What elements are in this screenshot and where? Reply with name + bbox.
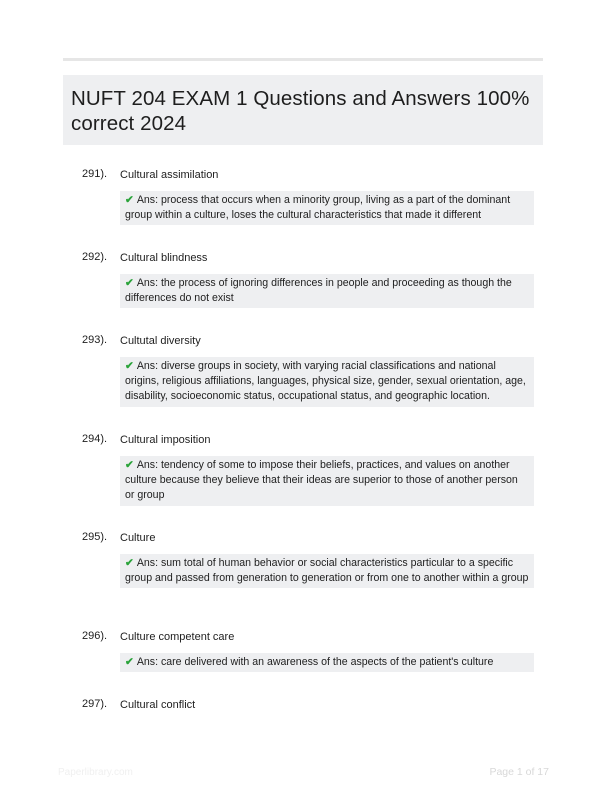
answer-box <box>120 653 534 672</box>
question-term: Cultural conflict <box>120 699 196 711</box>
checkmark-icon: ✔ <box>125 194 134 206</box>
answer-text: Ans: sum total of human behavior or social characteristics particular to a specific group and passed from generation to generation or from one to another within a group <box>125 557 529 585</box>
answer-box <box>120 191 534 225</box>
question-number: 292). <box>82 251 108 263</box>
question-term: Cultural imposition <box>120 434 211 446</box>
question-term: Cultutal diversity <box>120 335 201 347</box>
top-divider <box>63 58 543 61</box>
footer-watermark: Paperlibrary.com <box>58 767 133 778</box>
answer-text: Ans: care delivered with an awareness of the aspects of the patient's culture <box>136 656 494 668</box>
answer-text: Ans: diverse groups in society, with varying racial classifications and national origins, religious affiliations, languages, physical size, gender, sexual orientation, age, disability, socioeconomic status, occupational status, and geographic location. <box>125 360 526 403</box>
question-term: Culture <box>120 532 156 544</box>
answer-box <box>120 456 534 506</box>
checkmark-icon: ✔ <box>125 459 134 471</box>
answer-text: Ans: the process of ignoring differences in people and proceeding as though the differences do not exist <box>125 277 512 305</box>
question-term: Cultural blindness <box>120 252 208 264</box>
question-number: 294). <box>82 433 108 445</box>
question-number: 291). <box>82 168 108 180</box>
page-indicator: Page 1 of 17 <box>489 766 549 778</box>
checkmark-icon: ✔ <box>125 277 134 289</box>
question-number: 293). <box>82 334 108 346</box>
question-term: Culture competent care <box>120 631 235 643</box>
question-number: 295). <box>82 531 108 543</box>
title-banner <box>63 75 543 145</box>
checkmark-icon: ✔ <box>125 360 134 372</box>
question-number: 297). <box>82 698 108 710</box>
document-title: NUFT 204 EXAM 1 Questions and Answers 100% correct 2024 <box>71 87 530 135</box>
checkmark-icon: ✔ <box>125 557 134 569</box>
answer-box <box>120 274 534 308</box>
question-number: 296). <box>82 630 108 642</box>
answer-text: Ans: tendency of some to impose their beliefs, practices, and values on another culture because they believe that their ideas are superior to those of another person or group <box>125 459 518 502</box>
answer-box <box>120 357 534 407</box>
checkmark-icon: ✔ <box>125 656 134 668</box>
question-term: Cultural assimilation <box>120 169 219 181</box>
answer-box <box>120 554 534 588</box>
answer-text: Ans: process that occurs when a minority group, living as a part of the dominant group within a culture, loses the cultural characteristics that made it different <box>125 194 511 222</box>
